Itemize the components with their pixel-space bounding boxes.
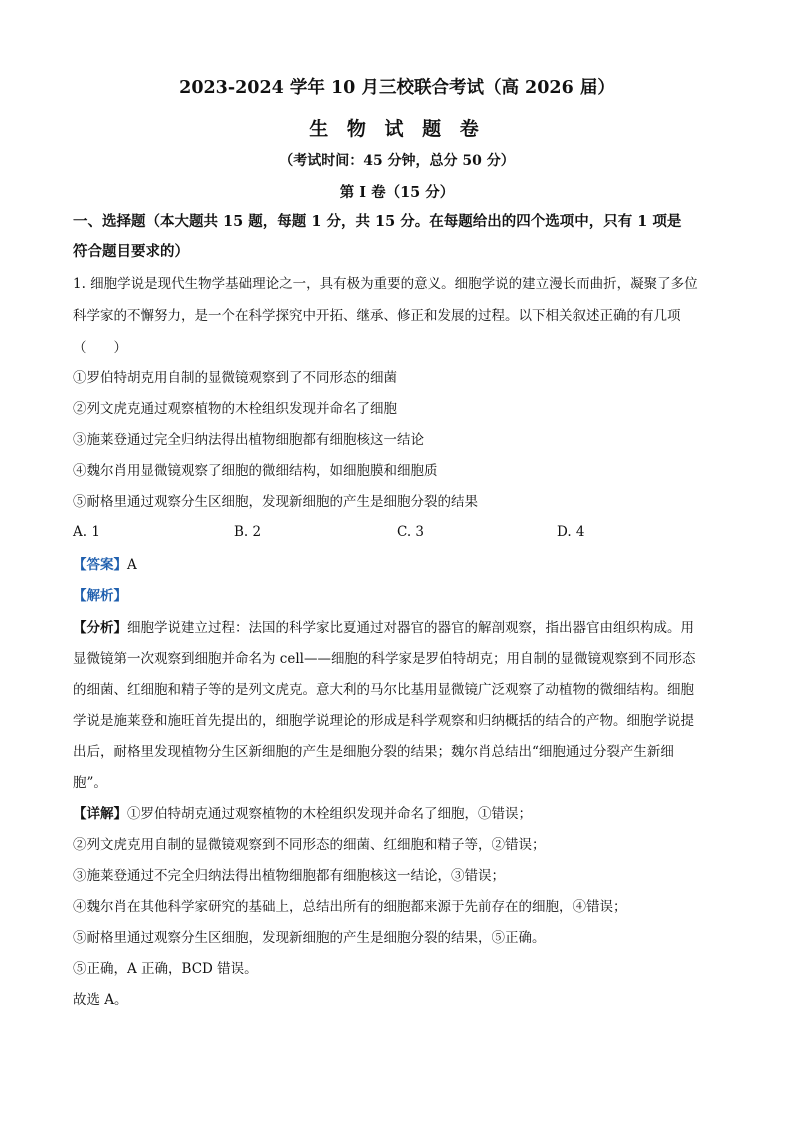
exam-info: （考试时间：45 分钟，总分 50 分） xyxy=(279,153,515,169)
exam-title: 2023-2024 学年 10 月三校联合考试（高 2026 届） xyxy=(179,78,615,98)
fenxi-line xyxy=(73,618,723,638)
subject-title: 生 物 试 题 卷 xyxy=(309,118,485,140)
xiangjie-line xyxy=(73,804,723,824)
xiangjie-line: ②列文虎克用自制的显微镜观察到不同形态的细菌、红细胞和精子等，②错误； xyxy=(73,837,546,853)
section-heading: 一、选择题（本大题共 15 题，每题 1 分，共 15 分。在每题给出的四个选项中，只有 1 项是 xyxy=(73,213,682,230)
statement-item: ①罗伯特胡克用自制的显微镜观察到了不同形态的细菌 xyxy=(73,370,397,386)
answer-blank: （ ） xyxy=(73,340,127,356)
xiangjie-text: ①罗伯特胡克通过观察植物的木栓组织发现并命名了细胞，①错误； xyxy=(127,806,532,822)
analysis-heading xyxy=(73,586,723,606)
fenxi-line: 的细菌、红细胞和精子等的是列文虎克。意大利的马尔比基用显微镜广泛观察了动植物的微细结构。细胞 xyxy=(73,682,694,698)
fenxi-line: 显微镜第一次观察到细胞并命名为 cell——细胞的科学家是罗伯特胡克；用自制的显微镜观察到不同形态 xyxy=(73,651,696,667)
statement-item: ③施莱登通过完全归纳法得出植物细胞都有细胞核这一结论 xyxy=(73,432,424,448)
fenxi-line: 学说是施莱登和施旺首先提出的，细胞学说理论的形成是科学观察和归纳概括的结合的产物。细胞学说提 xyxy=(73,713,694,729)
fenxi-line: 胞”。 xyxy=(73,775,107,791)
statement-item: ④魏尔肖用显微镜观察了细胞的微细结构，如细胞膜和细胞质 xyxy=(73,463,438,479)
option-a: A. 1 xyxy=(73,524,100,540)
statement-item: ⑤耐格里通过观察分生区细胞，发现新细胞的产生是细胞分裂的结果 xyxy=(73,494,478,510)
fenxi-tag: 【分析】 xyxy=(73,620,127,636)
xiangjie-line: ③施莱登通过不完全归纳法得出植物细胞都有细胞核这一结论，③错误； xyxy=(73,868,505,884)
xiangjie-line: ⑤耐格里通过观察分生区细胞，发现新细胞的产生是细胞分裂的结果，⑤正确。 xyxy=(73,930,546,946)
question-stem-cont: 科学家的不懈努力，是一个在科学探究中开拓、继承、修正和发展的过程。以下相关叙述正确的有几项 xyxy=(73,308,681,324)
xiangjie-line: ④魏尔肖在其他科学家研究的基础上，总结出所有的细胞都来源于先前存在的细胞，④错误； xyxy=(73,899,627,915)
option-c: C. 3 xyxy=(397,524,425,540)
xiangjie-tag: 【详解】 xyxy=(73,806,127,822)
section-heading-cont: 符合题目要求的） xyxy=(73,243,189,260)
answer-tag: 【答案】 xyxy=(73,557,127,573)
answer-line xyxy=(73,555,723,575)
option-b: B. 2 xyxy=(234,524,262,540)
answer-value: A xyxy=(127,557,137,573)
fenxi-text: 细胞学说建立过程：法国的科学家比夏通过对器官的器官的解剖观察，指出器官由组织构成。用 xyxy=(127,620,694,636)
analysis-tag: 【解析】 xyxy=(73,588,127,604)
xiangjie-line: ⑤正确，A 正确，BCD 错误。 xyxy=(73,961,258,977)
option-d: D. 4 xyxy=(557,524,585,540)
question-stem: 1. 细胞学说是现代生物学基础理论之一，具有极为重要的意义。细胞学说的建立漫长而曲折，凝聚了多位 xyxy=(73,276,698,292)
xiangjie-line: 故选 A。 xyxy=(73,992,128,1008)
fenxi-line: 出后，耐格里发现植物分生区新细胞的产生是细胞分裂的结果；魏尔肖总结出“细胞通过分裂产生新细 xyxy=(73,744,674,760)
volume-heading: 第 I 卷（15 分） xyxy=(339,184,455,201)
statement-item: ②列文虎克通过观察植物的木栓组织发现并命名了细胞 xyxy=(73,401,397,417)
